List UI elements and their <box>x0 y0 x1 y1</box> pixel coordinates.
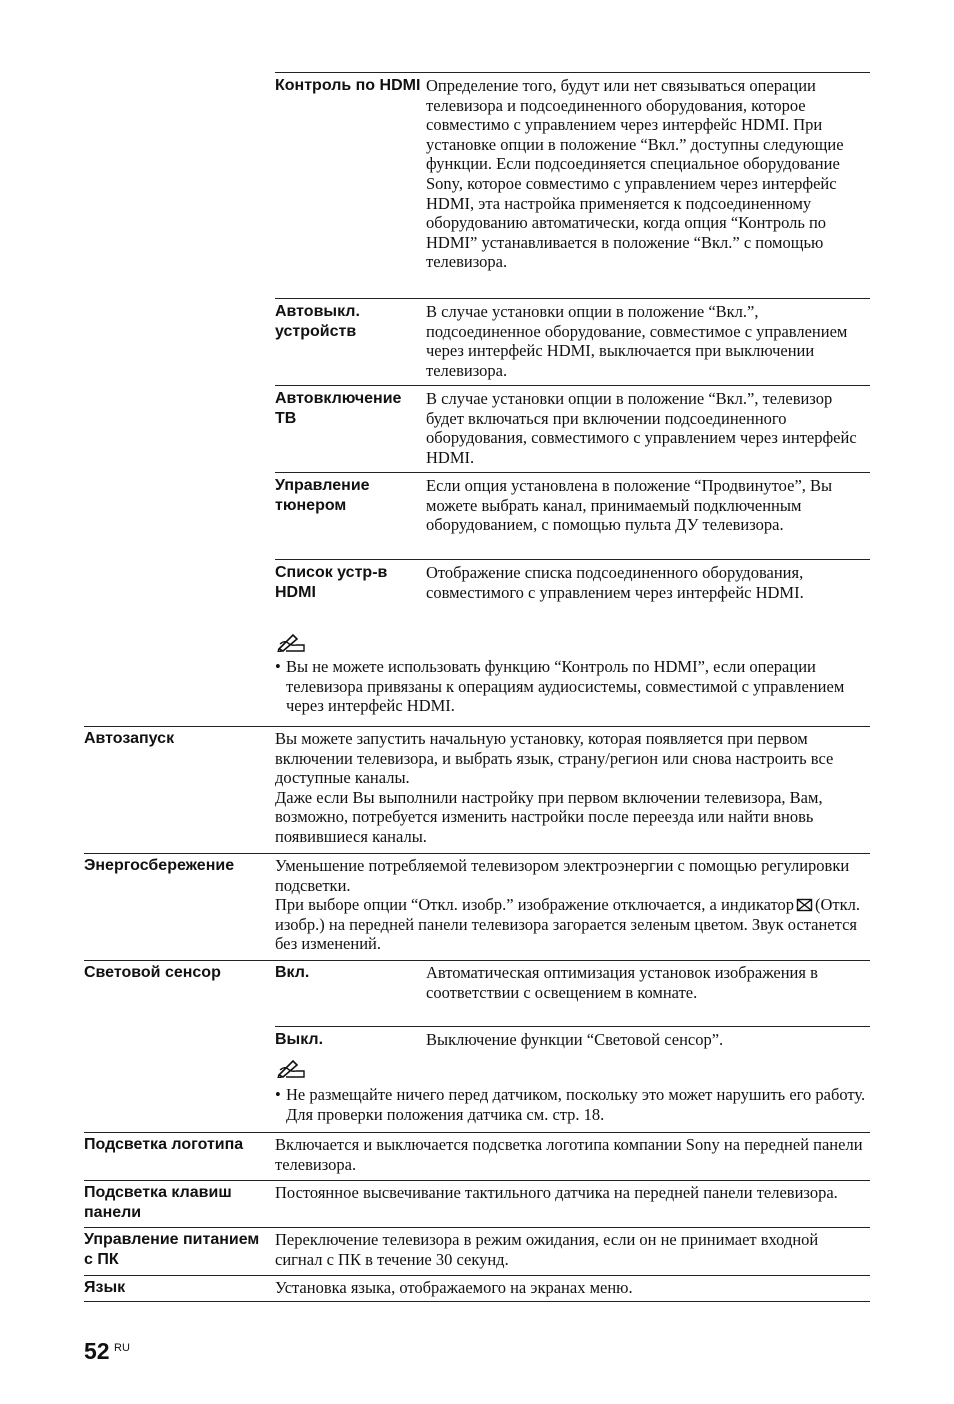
language-code: RU <box>114 1342 130 1354</box>
auto-off-devices-label: Автовыкл. устройств <box>275 303 360 340</box>
tuner-control-desc: Если опция установлена в положение “Продвинутое”, Вы можете выбрать канал, принимаемый подключенным оборудованием, с помощью пульта ДУ телевизора. <box>426 476 833 535</box>
autostart-paragraph-1: Вы можете запустить начальную установку, которая появляется при первом включении телевизора, и выбрать язык, страну/регион или снова настроить все доступные каналы. <box>275 729 834 788</box>
divider <box>84 726 870 727</box>
light-sensor-label: Световой сенсор <box>84 964 221 981</box>
light-sensor-on-desc: Автоматическая оптимизация установок изображения в соответствии с освещением в комнате. <box>426 963 818 1002</box>
divider <box>84 1301 870 1302</box>
auto-on-tv-label: Автовключение ТВ <box>275 390 402 427</box>
tuner-control-label: Управление тюнером <box>275 477 370 514</box>
energy-saving-label: Энергосбережение <box>84 857 235 874</box>
light-sensor-off-desc: Выключение функции “Световой сенсор”. <box>426 1030 724 1049</box>
energy-saving-desc <box>275 856 867 954</box>
page-number: 52 <box>84 1338 110 1364</box>
divider <box>275 559 870 560</box>
autostart-desc <box>275 729 867 847</box>
divider <box>275 472 870 473</box>
autostart-paragraph-2: Даже если Вы выполнили настройку при первом включении телевизора, Вам, возможно, потребуется изменить настройки после переезда или найти вновь появившиеся каналы. <box>275 787 823 846</box>
language-label: Язык <box>84 1279 126 1296</box>
key-light-desc: Постоянное высвечивание тактильного датчика на передней панели телевизора. <box>275 1183 838 1202</box>
energy-paragraph-2a: При выборе опции “Откл. изобр.” изображение отключается, а индикатор <box>275 895 794 915</box>
divider <box>84 1180 870 1181</box>
divider <box>275 298 870 299</box>
divider <box>84 1275 870 1276</box>
divider <box>275 72 870 73</box>
light-sensor-on-label: Вкл. <box>275 964 310 981</box>
pc-power-desc: Переключение телевизора в режим ожидания, если он не принимает входной сигнал с ПК в течение 30 секунд. <box>275 1230 819 1269</box>
light-sensor-off-label: Выкл. <box>275 1031 324 1048</box>
hdmi-note <box>275 657 867 716</box>
logo-light-desc: Включается и выключается подсветка логотипа компании Sony на передней панели телевизора. <box>275 1135 863 1174</box>
divider <box>275 1026 870 1027</box>
divider <box>84 853 870 854</box>
light-sensor-note-text: Не размещайте ничего перед датчиком, поскольку это может нарушить его работу. Для проверки положения датчика см. стр. 18. <box>286 1085 866 1124</box>
key-light-label: Подсветка клавиш панели <box>84 1184 232 1221</box>
light-sensor-note <box>275 1085 867 1124</box>
pencil-note-icon <box>276 1058 306 1078</box>
logo-light-label: Подсветка логотипа <box>84 1136 244 1153</box>
hdmi-control-label: Контроль по HDMI <box>275 77 421 94</box>
auto-on-tv-desc: В случае установки опции в положение “Вкл.”, телевизор будет включаться при включении подсоединенного оборудования, совместимого с управлением через интерфейс HDMI. <box>426 389 857 467</box>
bullet: • <box>275 657 281 676</box>
hdmi-control-desc: Определение того, будут или нет связываться операции телевизора и подсоединенного оборудования, которое совместимо с управлением через интерфейс HDMI. При установке опции в положение “Вкл.” доступны следующие функции. Если подсоединяется специальное оборудование Sony, которое совместимо с управлением через интерфейс HDMI, эта настройка применяется к подсоединенному оборудованию автоматически, когда опция “Контроль по HDMI” устанавливается в положение “Вкл.” с помощью телевизора. <box>426 76 844 272</box>
bullet: • <box>275 1085 281 1104</box>
hdmi-note-text: Вы не можете использовать функцию “Контроль по HDMI”, если операции телевизора привязаны к операциям аудиосистемы, совместимой с управлением через интерфейс HDMI. <box>286 657 845 716</box>
autostart-label: Автозапуск <box>84 730 175 747</box>
hdmi-device-list-label: Список устр-в HDMI <box>275 564 388 601</box>
picture-off-indicator-icon <box>796 898 813 912</box>
divider <box>84 1227 870 1228</box>
divider <box>84 960 870 961</box>
auto-off-devices-desc: В случае установки опции в положение “Вкл.”, подсоединенное оборудование, совместимое с управлением через интерфейс HDMI, выключается при выключении телевизора. <box>426 302 848 380</box>
energy-paragraph-2b: (Откл. изобр.) на передней панели телевизора загорается зеленым цветом. Звук останется без изменений. <box>275 895 860 954</box>
language-desc: Установка языка, отображаемого на экранах меню. <box>275 1278 633 1297</box>
divider <box>275 385 870 386</box>
hdmi-device-list-desc: Отображение списка подсоединенного оборудования, совместимого с управлением через интерфейс HDMI. <box>426 563 804 602</box>
energy-paragraph-2 <box>275 895 867 954</box>
divider <box>84 1132 870 1133</box>
energy-paragraph-1: Уменьшение потребляемой телевизором электроэнергии с помощью регулировки подсветки. <box>275 856 850 895</box>
pencil-note-icon <box>276 632 306 652</box>
pc-power-label: Управление питанием с ПК <box>84 1231 260 1268</box>
